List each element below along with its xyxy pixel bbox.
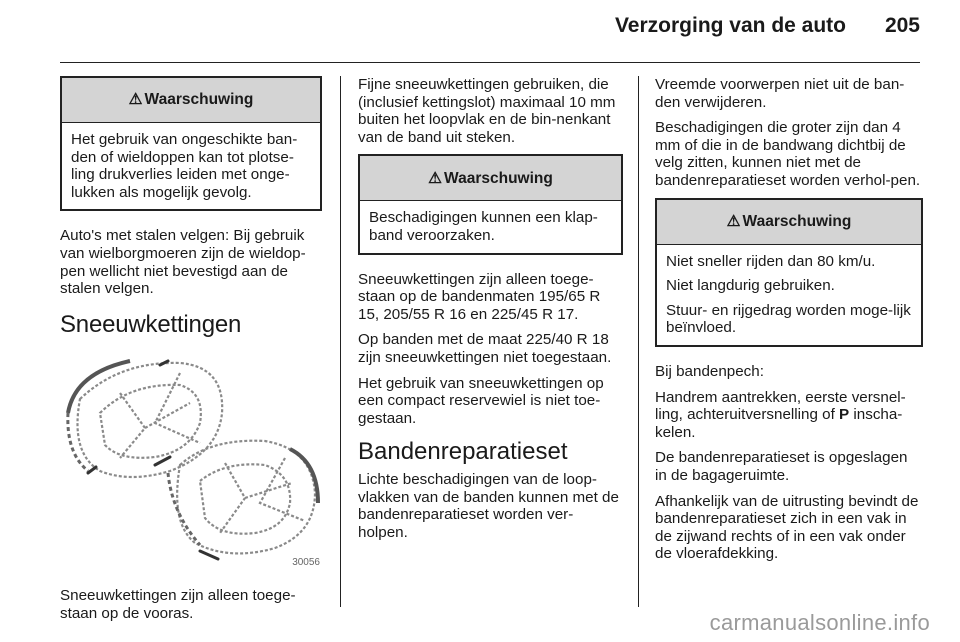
warning-box [60,76,322,211]
watermark: carmanualsonline.info [709,610,930,635]
column-3 [655,76,923,571]
paragraph: Afhankelijk van de uitrusting bevindt de bandenreparatieset zich in een vak in de zijwand rechts of in een vak onder de vloerafdekking. [655,492,919,563]
section-heading: Sneeuwkettingen [60,310,242,338]
column-1 [60,76,322,631]
paragraph: Sneeuwkettingen zijn alleen toege-staan op de vooras. [60,587,296,622]
warning-box [358,154,623,254]
section-heading: Bandenreparatieset [358,438,568,466]
warning-header [360,156,621,201]
warning-title: Waarschuwing [742,212,852,230]
paragraph: Sneeuwkettingen zijn alleen toege-staan op de bandenmaten 195/65 R 15, 205/55 R 16 en 225/45 R 17. [358,270,601,323]
text-run: Handrem aantrekken, eerste versnel-ling, achteruitversnelling of [655,388,906,424]
paragraph: Beschadigingen die groter zijn dan 4 mm of die in de bandwang dichtbij de velg zitten, kunnen niet met de bandenreparatieset worden verhol-pen. [655,119,921,189]
warning-box [655,198,923,347]
page-header-title: Verzorging van de auto [614,14,846,37]
warning-triangle-icon: ⚠ [128,91,143,109]
paragraph: Op banden met de maat 225/40 R 18 zijn sneeuwkettingen niet toegestaan. [358,331,612,366]
warning-line: Niet sneller rijden dan 80 km/u. [666,252,876,270]
paragraph: Fijne sneeuwkettingen gebruiken, die (inclusief kettingslot) maximaal 10 mm buiten het loopvlak en de bin-nenkant van de band uit steken. [358,76,616,146]
figure-number: 30056 [292,556,320,568]
snow-chains-drawing [60,353,322,573]
warning-text: Beschadigingen kunnen een klap-band veroorzaken. [369,209,598,244]
paragraph: Het gebruik van sneeuwkettingen op een compact reservewiel is niet toe-gestaan. [358,374,604,427]
paragraph: Lichte beschadigingen van de loop-vlakken van de banden kunnen met de bandenreparatieset worden ver-holpen. [358,470,619,541]
warning-body [62,123,320,209]
paragraph: Vreemde voorwerpen niet uit de ban-den verwijderen. [655,76,905,111]
paragraph: De bandenreparatieset is opgeslagen in de bagageruimte. [655,449,908,484]
warning-text: Het gebruik van ongeschikte ban-den of wieldoppen kan tot plotse-ling drukverlies leiden met onge-lukken als mogelijk gevolg. [71,131,298,201]
paragraph: Auto's met stalen velgen: Bij gebruik van wielborgmoeren zijn de wieldop-pen wellicht niet bevestigd aan de stalen velgen. [60,227,306,298]
warning-line: Stuur- en rijgedrag worden moge-lijk beïnvloed. [666,301,911,337]
paragraph [655,389,923,442]
paragraph: Bij bandenpech: [655,362,764,380]
warning-header [62,78,320,123]
column-divider-2 [638,76,639,607]
warning-title: Waarschuwing [444,169,553,187]
warning-header [657,200,921,245]
column-2 [358,76,623,549]
snow-chains-illustration [60,353,322,573]
gear-p-label: P [839,406,850,424]
header-divider [60,62,920,63]
warning-triangle-icon: ⚠ [428,169,443,187]
warning-triangle-icon: ⚠ [726,212,741,230]
warning-line: Niet langdurig gebruiken. [666,277,835,295]
column-divider-1 [340,76,341,607]
text-run: inscha-kelen. [655,406,903,441]
warning-title: Waarschuwing [144,91,254,109]
warning-body [360,201,621,252]
page-number: 205 [884,14,920,37]
warning-body [657,245,921,345]
